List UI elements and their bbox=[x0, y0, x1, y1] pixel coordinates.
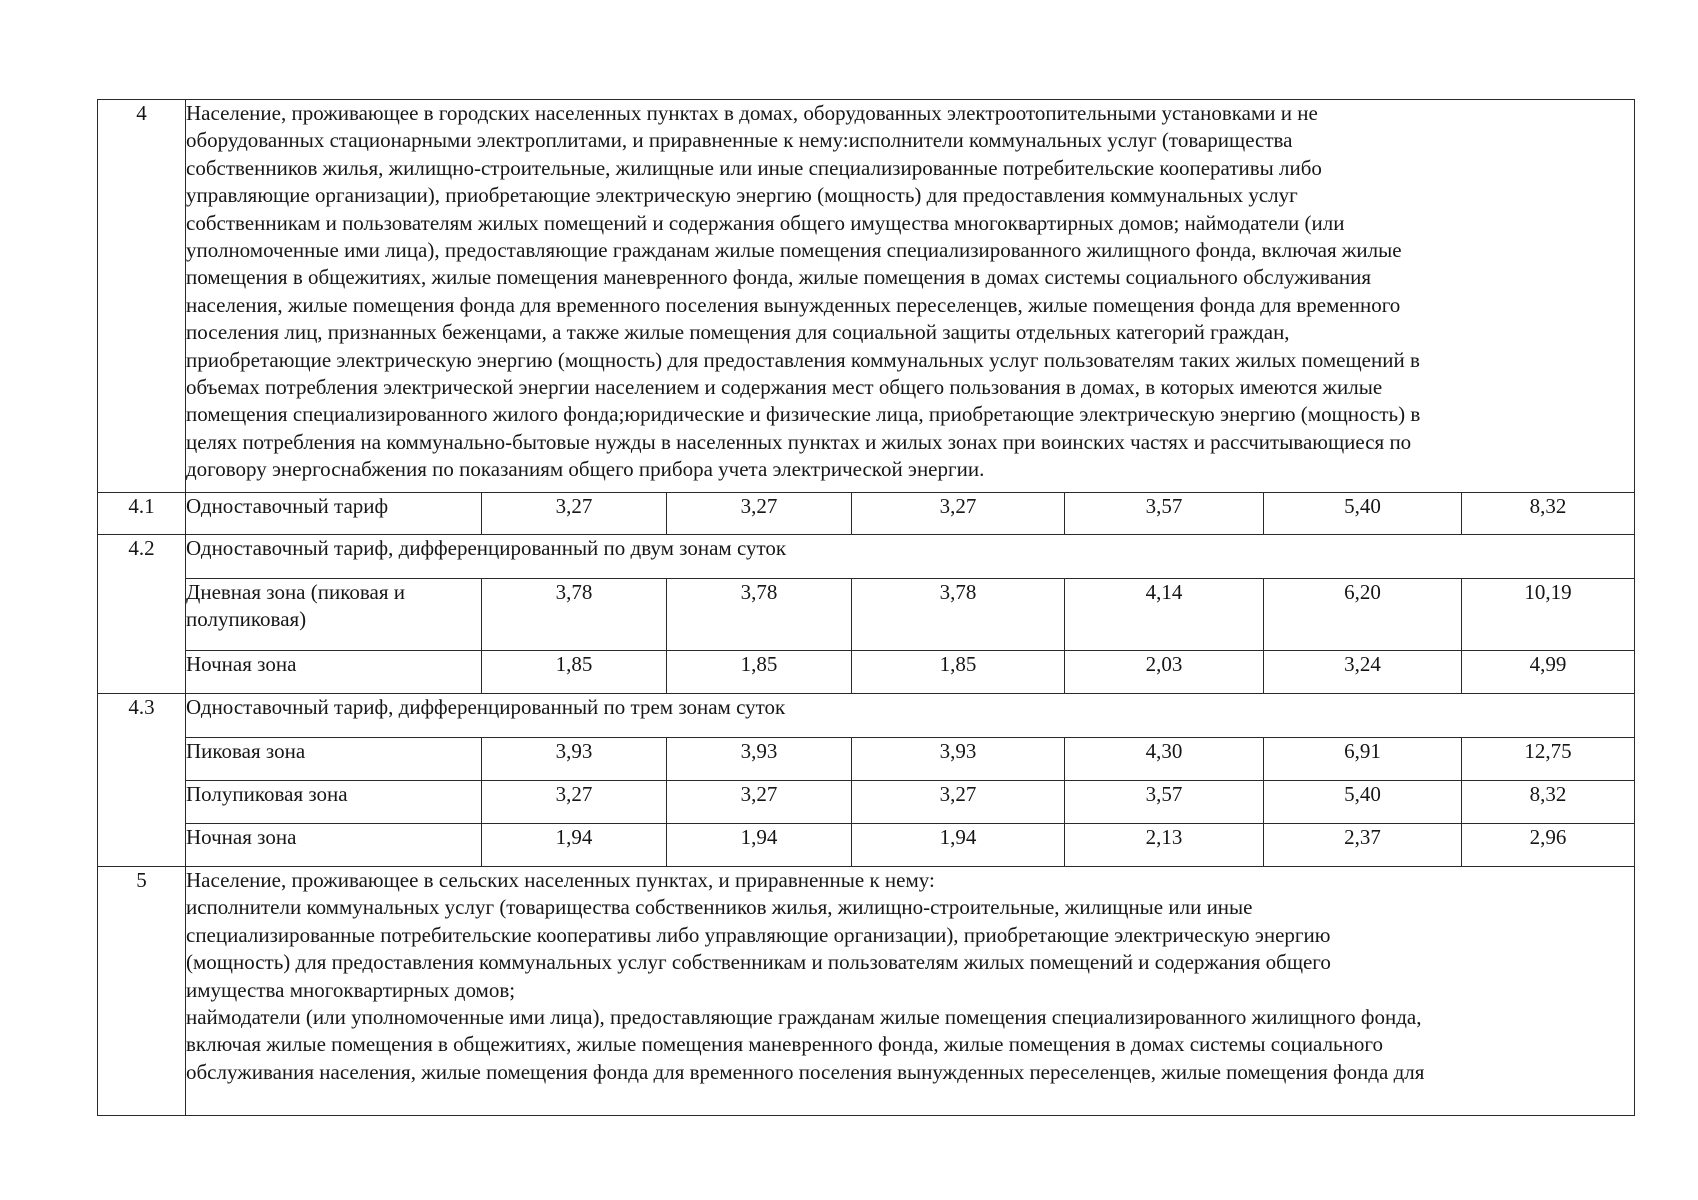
description-line: включая жилые помещения в общежитиях, жилые помещения маневренного фонда, жилые помещения в домах системы социального bbox=[186, 1032, 1383, 1057]
table-row-4 bbox=[98, 100, 1635, 493]
tariff-value: 3,78 bbox=[667, 579, 852, 651]
tariff-value: 3,27 bbox=[667, 781, 852, 824]
table-row-5 bbox=[98, 867, 1635, 1116]
tariff-value: 4,30 bbox=[1065, 738, 1264, 781]
tariff-label bbox=[186, 651, 482, 694]
description-line: приобретающие электрическую энергию (мощность) для предоставления коммунальных услуг пользователям таких жилых помещений в bbox=[186, 347, 1420, 372]
table-row-4-2 bbox=[98, 535, 1635, 579]
tariff-value: 5,40 bbox=[1264, 493, 1462, 535]
row-number: 4.3 bbox=[98, 694, 186, 867]
tariff-value: 2,96 bbox=[1462, 824, 1635, 867]
tariff-value: 3,27 bbox=[667, 493, 852, 535]
tariff-value: 8,32 bbox=[1462, 493, 1635, 535]
tariff-label-text: Пиковая зона bbox=[186, 739, 306, 763]
tariff-value: 3,27 bbox=[482, 493, 667, 535]
description-line: собственников жилья, жилищно-строительные, жилищные или иные специализированные потребительские кооперативы либо bbox=[186, 155, 1322, 180]
tariff-value: 2,13 bbox=[1065, 824, 1264, 867]
tariff-value: 1,85 bbox=[482, 651, 667, 694]
description-line: целях потребления на коммунально-бытовые нужды в населенных пунктах и жилых зонах при воинских частях и рассчитывающиеся по bbox=[186, 429, 1412, 454]
tariff-label-text: Полупиковая зона bbox=[186, 782, 348, 806]
tariff-value: 3,93 bbox=[667, 738, 852, 781]
tariff-label-text: Дневная зона (пиковая и полупиковая) bbox=[186, 580, 405, 632]
row-number: 4.1 bbox=[98, 493, 186, 535]
description-line: помещения в общежитиях, жилые помещения маневренного фонда, жилые помещения в домах системы социального обслуживания bbox=[186, 265, 1372, 290]
section-heading: Одноставочный тариф, дифференцированный по двум зонам суток bbox=[186, 535, 1635, 579]
tariff-value: 1,94 bbox=[482, 824, 667, 867]
description-line: помещения специализированного жилого фонда;юридические и физические лица, приобретающие электрическую энергию (мощность) в bbox=[186, 402, 1421, 427]
tariff-value: 6,91 bbox=[1264, 738, 1462, 781]
description-line: имущества многоквартирных домов; bbox=[186, 977, 516, 1002]
tariff-label bbox=[186, 493, 482, 535]
tariff-value: 3,27 bbox=[852, 781, 1065, 824]
description-line: наймодатели (или уполномоченные ими лица), предоставляющие гражданам жилые помещения специализированного жилищного фонда, bbox=[186, 1005, 1422, 1030]
tariff-value: 3,57 bbox=[1065, 781, 1264, 824]
tariff-table bbox=[97, 99, 1635, 1116]
tariff-value: 1,85 bbox=[667, 651, 852, 694]
table-row-peak-zone bbox=[98, 738, 1635, 781]
row-5-description bbox=[186, 867, 1635, 1116]
section-heading: Одноставочный тариф, дифференцированный по трем зонам суток bbox=[186, 694, 1635, 738]
tariff-label-text: Ночная зона bbox=[186, 825, 297, 849]
tariff-value: 1,85 bbox=[852, 651, 1065, 694]
tariff-label-text: Одноставочный тариф bbox=[186, 494, 389, 518]
tariff-value: 3,93 bbox=[852, 738, 1065, 781]
description-line: поселения лиц, признанных беженцами, а также жилые помещения для социальной защиты отдельных категорий граждан, bbox=[186, 320, 1290, 345]
tariff-value: 4,14 bbox=[1065, 579, 1264, 651]
description-line: Население, проживающее в городских населенных пунктах в домах, оборудованных электроотопительными установками и не bbox=[186, 101, 1318, 125]
tariff-value: 12,75 bbox=[1462, 738, 1635, 781]
tariff-value: 4,99 bbox=[1462, 651, 1635, 694]
tariff-value: 2,37 bbox=[1264, 824, 1462, 867]
tariff-value: 3,78 bbox=[852, 579, 1065, 651]
tariff-value: 6,20 bbox=[1264, 579, 1462, 651]
tariff-value: 8,32 bbox=[1462, 781, 1635, 824]
row-4-description bbox=[186, 100, 1635, 493]
tariff-value: 3,57 bbox=[1065, 493, 1264, 535]
tariff-label bbox=[186, 824, 482, 867]
tariff-value: 3,27 bbox=[852, 493, 1065, 535]
tariff-label bbox=[186, 781, 482, 824]
tariff-value: 2,03 bbox=[1065, 651, 1264, 694]
tariff-value: 3,93 bbox=[482, 738, 667, 781]
tariff-value: 3,27 bbox=[482, 781, 667, 824]
description-line: (мощность) для предоставления коммунальных услуг собственникам и пользователям жилых помещений и содержания общего bbox=[186, 950, 1331, 975]
table-row-day-zone bbox=[98, 579, 1635, 651]
table-row-night-zone bbox=[98, 651, 1635, 694]
row-number: 5 bbox=[98, 867, 186, 1116]
tariff-value: 5,40 bbox=[1264, 781, 1462, 824]
table-row-semipeak-zone bbox=[98, 781, 1635, 824]
row-number: 4.2 bbox=[98, 535, 186, 694]
description-line: управляющие организации), приобретающие электрическую энергию (мощность) для предоставления коммунальных услуг bbox=[186, 183, 1298, 208]
description-line: специализированные потребительские кооперативы либо управляющие организации), приобретающие электрическую энергию bbox=[186, 922, 1331, 947]
description-line: уполномоченные ими лица), предоставляющие гражданам жилые помещения специализированного жилищного фонда, включая жилые bbox=[186, 238, 1402, 263]
row-number: 4 bbox=[98, 100, 186, 493]
description-line: собственникам и пользователям жилых помещений и содержания общего имущества многоквартирных домов; наймодатели (или bbox=[186, 210, 1345, 235]
tariff-value: 1,94 bbox=[667, 824, 852, 867]
description-line: объемах потребления электрической энергии населением и содержания мест общего пользования в домах, в которых имеются жилые bbox=[186, 375, 1383, 400]
table-row-night-zone bbox=[98, 824, 1635, 867]
description-line: обслуживания населения, жилые помещения фонда для временного поселения вынужденных переселенцев, жилые помещения фонда для bbox=[186, 1059, 1425, 1084]
tariff-value: 3,24 bbox=[1264, 651, 1462, 694]
description-line: исполнители коммунальных услуг (товарищества собственников жилья, жилищно-строительные, жилищные или иные bbox=[186, 895, 1253, 920]
description-line: оборудованных стационарными электроплитами, и приравненные к нему:исполнители коммунальных услуг (товарищества bbox=[186, 128, 1293, 153]
tariff-label bbox=[186, 738, 482, 781]
description-line: Население, проживающее в сельских населенных пунктах, и приравненные к нему: bbox=[186, 868, 935, 892]
tariff-label bbox=[186, 579, 482, 651]
description-line: договору энергоснабжения по показаниям общего прибора учета электрической энергии. bbox=[186, 457, 985, 482]
tariff-value: 1,94 bbox=[852, 824, 1065, 867]
table-row-4-3 bbox=[98, 694, 1635, 738]
tariff-value: 3,78 bbox=[482, 579, 667, 651]
description-line: населения, жилые помещения фонда для временного поселения вынужденных переселенцев, жилые помещения фонда для временного bbox=[186, 292, 1401, 317]
tariff-label-text: Ночная зона bbox=[186, 652, 297, 676]
tariff-value: 10,19 bbox=[1462, 579, 1635, 651]
table-row-4-1 bbox=[98, 493, 1635, 535]
